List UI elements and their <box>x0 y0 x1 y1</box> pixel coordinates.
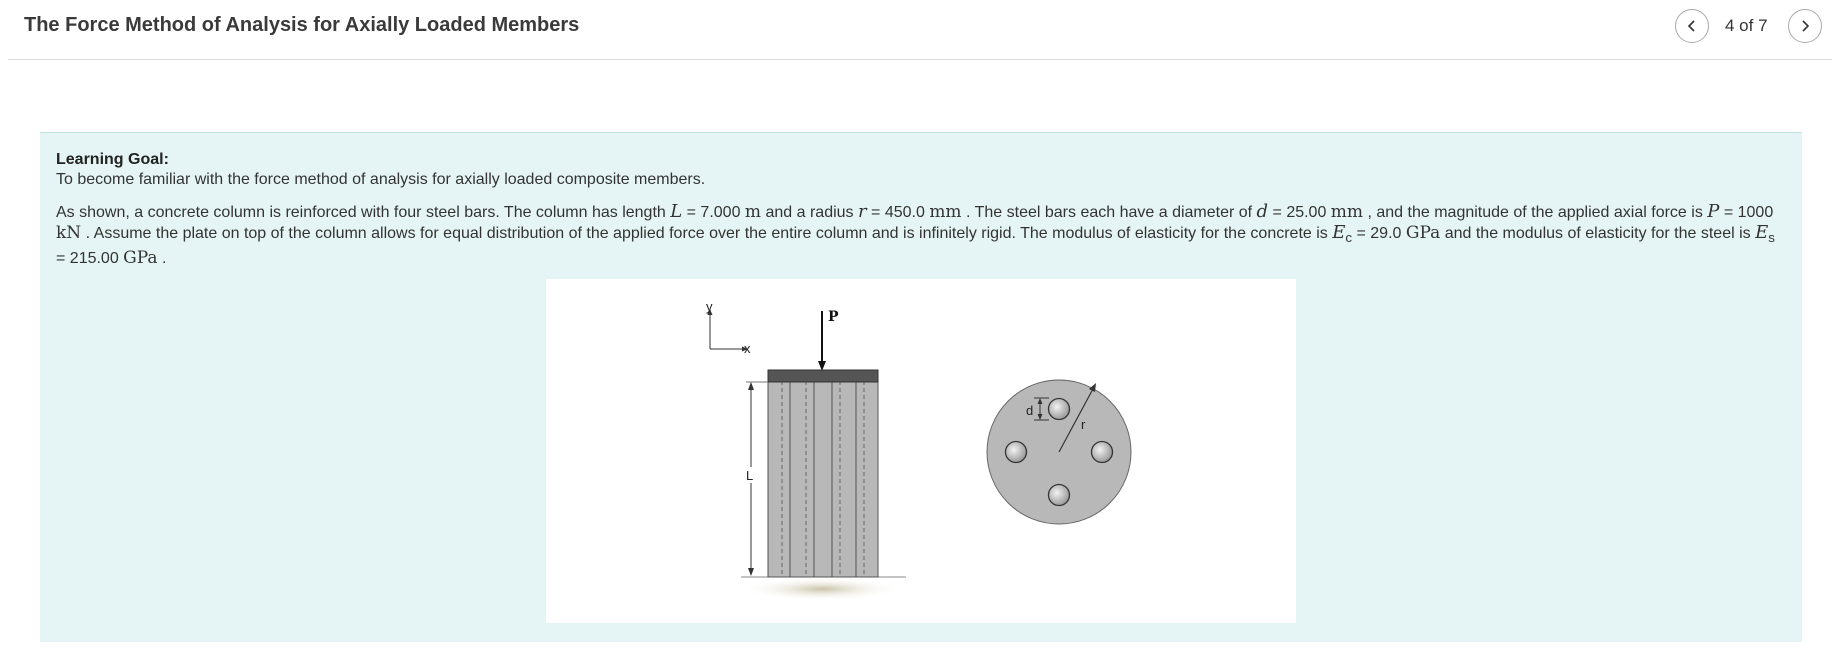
ground-shadow <box>742 577 902 601</box>
radius-unit: mm <box>929 202 962 222</box>
column-figure <box>546 279 1296 623</box>
problem-text: and a radius <box>761 204 858 221</box>
steel-bar <box>1006 442 1027 463</box>
concrete-column <box>768 381 878 577</box>
steel-modulus-subscript: s <box>1768 230 1775 246</box>
radius-label: r <box>1081 417 1086 432</box>
length-label: L <box>746 468 754 483</box>
steel-bar <box>1049 399 1070 420</box>
length-dimension <box>745 382 768 576</box>
problem-text: = 7.000 <box>682 204 745 221</box>
column-cross-section <box>987 380 1131 524</box>
page-title: The Force Method of Analysis for Axially Loaded Members <box>24 14 580 36</box>
column-diagram <box>546 279 1296 623</box>
concrete-modulus-unit: GPa <box>1405 223 1441 243</box>
length-unit: m <box>744 202 762 222</box>
diameter-label: d <box>1026 403 1034 418</box>
previous-part-button[interactable] <box>1675 9 1709 43</box>
problem-text: = 29.0 <box>1352 225 1406 242</box>
force-unit: kN <box>56 223 82 243</box>
steel-modulus-unit: GPa <box>123 248 158 269</box>
force-label: P <box>828 309 839 325</box>
concrete-modulus-symbol: E <box>1332 222 1346 243</box>
diameter-unit: mm <box>1330 202 1364 222</box>
problem-text: . <box>157 250 167 268</box>
length-symbol: L <box>670 201 683 222</box>
rigid-plate <box>768 370 878 382</box>
pager-indicator: 4 of 7 <box>1725 16 1768 35</box>
problem-text: and the modulus of elasticity for the steel is <box>1440 225 1756 242</box>
problem-panel <box>40 132 1802 642</box>
problem-text: = 215.00 <box>56 250 124 268</box>
problem-text: , and the magnitude of the applied axial force is <box>1363 204 1708 221</box>
problem-text: As shown, a concrete column is reinforced with four steel bars. The column has length <box>56 204 671 221</box>
problem-text: = 1000 <box>1719 204 1774 221</box>
problem-header <box>8 0 1832 60</box>
force-symbol: P <box>1707 201 1720 222</box>
problem-text: . Assume the plate on top of the column allows for equal distribution of the applied force over the entire column and is infinitely rigid. The modulus of elasticity for the concrete is <box>81 225 1333 242</box>
problem-text: = 450.0 <box>866 204 930 221</box>
axis-y-label: y <box>706 299 713 314</box>
problem-text: = 25.00 <box>1268 204 1331 221</box>
chevron-right-icon <box>1798 19 1812 33</box>
radius-symbol: r <box>857 201 867 222</box>
steel-modulus-symbol: E <box>1755 222 1769 243</box>
steel-bar <box>1049 485 1070 506</box>
chevron-left-icon <box>1685 19 1699 33</box>
axis-x-label: x <box>744 341 751 356</box>
problem-statement <box>56 202 1786 269</box>
learning-goal-label: Learning Goal: <box>56 151 169 168</box>
coordinate-axes <box>706 299 751 356</box>
concrete-modulus-subscript: c <box>1345 230 1353 246</box>
steel-bar <box>1092 442 1113 463</box>
diameter-symbol: d <box>1256 201 1269 222</box>
learning-goal-text: To become familiar with the force method of analysis for axially loaded composite members. <box>56 171 706 188</box>
applied-force-arrow <box>818 309 839 371</box>
problem-text: . The steel bars each have a diameter of <box>961 204 1257 221</box>
next-part-button[interactable] <box>1788 9 1822 43</box>
